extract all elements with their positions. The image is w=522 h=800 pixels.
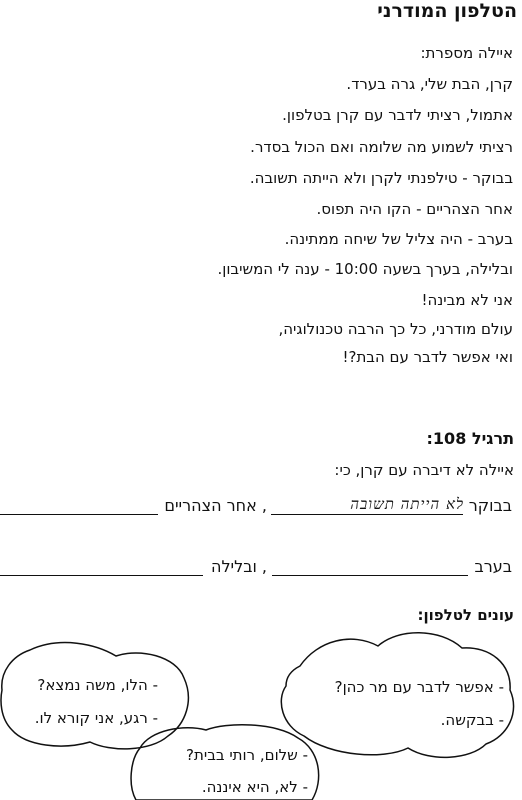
bubble-bottom-line: - לא, היא איננה. xyxy=(201,778,308,796)
phone-section-heading: עונים לטלפון: xyxy=(417,606,514,624)
morning-label: בבוקר xyxy=(468,496,512,515)
speech-bubble-left xyxy=(1,643,188,749)
night-label: , ובלילה xyxy=(211,557,267,576)
bubble-bottom-line: - שלום, רותי בבית? xyxy=(186,746,308,764)
story-line: ובלילה, בערך בשעה 10:00 - ענה לי המשיבון. xyxy=(217,260,513,278)
story-line: אני לא מבינה! xyxy=(421,291,513,309)
story-line: אחר הצהריים - הקו היה תפוס. xyxy=(316,200,513,218)
bubble-left-line: - רגע, אני קורא לו. xyxy=(34,709,158,727)
story-line: עולם מודרני, כל כך הרבה טכנולוגיה, xyxy=(278,320,513,338)
exercise-heading: תרגיל 108: xyxy=(426,429,514,448)
fill-row-evening xyxy=(0,557,522,583)
night-answer-blank[interactable] xyxy=(0,557,203,576)
story-line: ואי אפשר לדבר עם הבת?! xyxy=(342,348,513,366)
exercise-intro: איילה לא דיברה עם קרן, כי: xyxy=(334,461,514,479)
fill-row-morning xyxy=(0,496,522,522)
afternoon-label: , אחר הצהריים xyxy=(164,496,267,515)
story-line: רציתי לשמוע מה שלומה ואם הכול בסדר. xyxy=(250,138,513,156)
morning-handwritten-answer: לא הייתה תשובה xyxy=(350,495,464,513)
evening-answer-blank[interactable] xyxy=(272,557,468,576)
page-title: הטלפון המודרני xyxy=(377,0,517,22)
story-line: איילה מספרת: xyxy=(420,44,513,62)
story-line: קרן, הבת שלי, גרה בערד. xyxy=(346,75,513,93)
afternoon-answer-blank[interactable] xyxy=(0,496,158,515)
bubble-right-line: - אפשר לדבר עם מר כהן? xyxy=(334,678,504,696)
story-line: אתמול, רציתי לדבר עם קרן בטלפון. xyxy=(282,106,513,124)
evening-label: בערב xyxy=(474,557,512,576)
story-line: בערב - היה צליל של שיחה ממתינה. xyxy=(284,230,513,248)
bubble-right-line: - בבקשה. xyxy=(440,711,504,729)
story-line: בבוקר - טילפנתי לקרן ולא הייתה תשובה. xyxy=(249,169,513,187)
bubble-left-line: - הלו, משה נמצא? xyxy=(37,676,158,694)
